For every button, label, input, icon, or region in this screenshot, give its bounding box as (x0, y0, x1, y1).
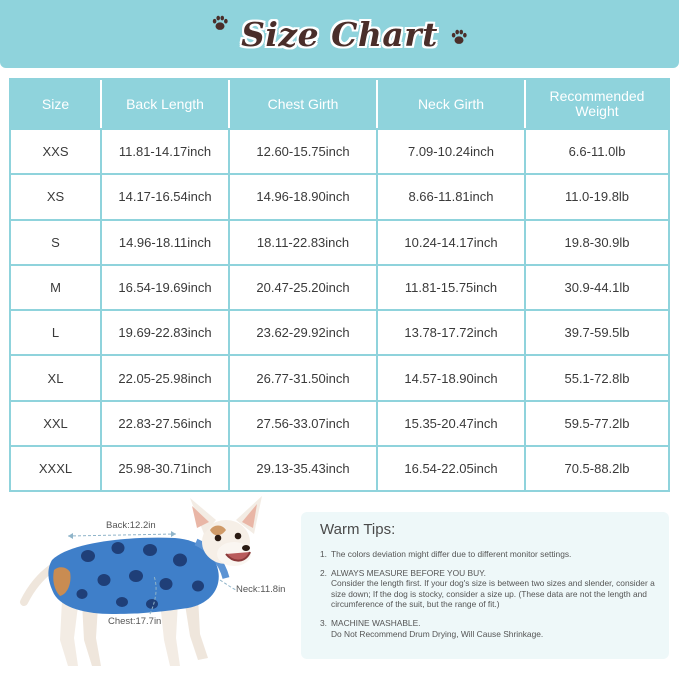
table-cell-neck-girth: 11.81-15.75inch (378, 264, 526, 309)
tip-item (320, 549, 655, 560)
table-cell-back-length: 16.54-19.69inch (102, 264, 230, 309)
table-cell-recommended-weight: 59.5-77.2lb (526, 400, 668, 445)
table-cell-size: L (11, 309, 102, 354)
size-chart-table (9, 78, 670, 492)
table-row (11, 219, 668, 264)
table-cell-recommended-weight: 55.1-72.8lb (526, 354, 668, 399)
paw-icon (450, 28, 468, 46)
tip-text: MACHINE WASHABLE. (331, 617, 421, 628)
table-cell-size: XL (11, 354, 102, 399)
table-cell-chest-girth: 20.47-25.20inch (230, 264, 378, 309)
table-row (11, 400, 668, 445)
table-cell-chest-girth: 23.62-29.92inch (230, 309, 378, 354)
table-cell-size: M (11, 264, 102, 309)
table-row (11, 354, 668, 399)
table-cell-recommended-weight: 19.8-30.9lb (526, 219, 668, 264)
tip-detail: Do Not Recommend Drum Drying, Will Cause Shrinkage. (331, 628, 544, 639)
tip-number: 3. (320, 617, 327, 628)
table-cell-neck-girth: 14.57-18.90inch (378, 354, 526, 399)
warm-tips-panel (301, 512, 669, 659)
table-cell-chest-girth: 18.11-22.83inch (230, 219, 378, 264)
table-cell-size: XXXL (11, 445, 102, 490)
table-cell-back-length: 25.98-30.71inch (102, 445, 230, 490)
table-cell-size: XXS (11, 128, 102, 173)
table-cell-size: S (11, 219, 102, 264)
tip-text: ALWAYS MEASURE BEFORE YOU BUY. (331, 567, 486, 578)
tip-item (320, 568, 655, 610)
tip-number: 1. (320, 549, 327, 559)
table-cell-size: XS (11, 173, 102, 218)
table-cell-recommended-weight: 6.6-11.0lb (526, 128, 668, 173)
table-cell-recommended-weight: 70.5-88.2lb (526, 445, 668, 490)
column-header-back-length: Back Length (102, 80, 230, 128)
table-cell-chest-girth: 29.13-35.43inch (230, 445, 378, 490)
table-cell-neck-girth: 16.54-22.05inch (378, 445, 526, 490)
table-cell-recommended-weight: 11.0-19.8lb (526, 173, 668, 218)
table-cell-chest-girth: 14.96-18.90inch (230, 173, 378, 218)
table-row (11, 309, 668, 354)
page-title: Size Chart (241, 14, 438, 54)
paw-icon (211, 14, 229, 32)
tip-number: 2. (320, 567, 327, 578)
table-cell-back-length: 19.69-22.83inch (102, 309, 230, 354)
tip-detail: Consider the length first. If your dog's size is between two sizes and slender, consider a size down; If the dog is stocky, consider a size up. (These data are not the length and circumference of the suit, but the range of fit.) (331, 578, 655, 610)
table-row (11, 264, 668, 309)
column-header-recommended-weight: Recommended Weight (526, 80, 668, 128)
column-header-chest-girth: Chest Girth (230, 80, 378, 128)
table-header-row (11, 80, 668, 128)
neck-measurement-label: Neck:11.8in (236, 584, 286, 595)
table-cell-neck-girth: 13.78-17.72inch (378, 309, 526, 354)
table-cell-back-length: 14.17-16.54inch (102, 173, 230, 218)
column-header-size: Size (11, 80, 102, 128)
table-cell-back-length: 22.05-25.98inch (102, 354, 230, 399)
table-body (11, 128, 668, 490)
table-cell-back-length: 22.83-27.56inch (102, 400, 230, 445)
table-cell-chest-girth: 27.56-33.07inch (230, 400, 378, 445)
tip-text: The colors deviation might differ due to different monitor settings. (331, 549, 572, 559)
warm-tips-title: Warm Tips: (320, 521, 396, 538)
header-banner (0, 0, 679, 68)
dog-illustration (0, 490, 300, 679)
table-cell-recommended-weight: 30.9-44.1lb (526, 264, 668, 309)
table-row (11, 173, 668, 218)
table-cell-back-length: 11.81-14.17inch (102, 128, 230, 173)
table-cell-chest-girth: 26.77-31.50inch (230, 354, 378, 399)
chest-measurement-label: Chest:17.7in (108, 616, 162, 627)
tip-item (320, 618, 655, 639)
table-cell-recommended-weight: 39.7-59.5lb (526, 309, 668, 354)
back-measurement-label: Back:12.2in (106, 520, 156, 531)
table-cell-neck-girth: 10.24-14.17inch (378, 219, 526, 264)
table-cell-neck-girth: 7.09-10.24inch (378, 128, 526, 173)
column-header-neck-girth: Neck Girth (378, 80, 526, 128)
table-row (11, 445, 668, 490)
table-row (11, 128, 668, 173)
table-cell-neck-girth: 8.66-11.81inch (378, 173, 526, 218)
table-cell-neck-girth: 15.35-20.47inch (378, 400, 526, 445)
table-cell-size: XXL (11, 400, 102, 445)
table-cell-back-length: 14.96-18.11inch (102, 219, 230, 264)
table-cell-chest-girth: 12.60-15.75inch (230, 128, 378, 173)
